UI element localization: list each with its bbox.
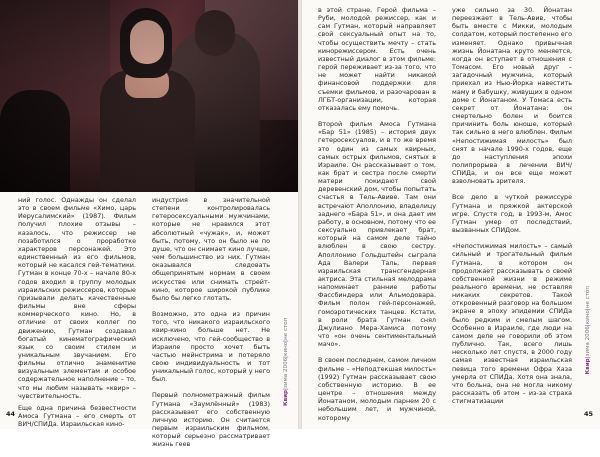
paragraph: индустрия в значительной степени контролировалась гетеросексуальными мужчинами, которые не нравился этот абсолютный «чужак», и, может быть, потому, что он было не по душе, что он снимает кино лучше, чем большинство из них. Гутман оказывался следовать общепринятым нормам в своем искусстве или снимать стрейт-кино, которое широкой публике было бы легко глотать.: [152, 196, 270, 302]
paragraph: Первый полнометражный фильм Гутмана «Заумлённый» (1983) рассказывает его собственную личную историю. Он считается первым израильским фильмом, который серьезно рассматривает жизнь геев: [152, 391, 270, 449]
page-number: 45: [584, 410, 594, 418]
paragraph: Возможно, это одна из причин того, что никакого израильского квир-кино больше нет. Не исключено, что гей-сообщество в Израиле просто хочет быть частью мейнстрима и потеряло свою индивидуальность и тот уникальный голос, который у него был.: [152, 310, 270, 384]
page-number: 44: [6, 410, 16, 418]
left-page: [0, 0, 298, 449]
right-page: [302, 0, 600, 429]
magazine-brand: Квир: [585, 358, 591, 375]
issue-date: зима 2006: [585, 326, 591, 357]
film-still-photo: [0, 0, 298, 192]
paragraph: в этой стране. Герой фильма – Руби, молодой режиссер, как и сам Гутман, который направляет свой сексуальный опыт на то, чтобы осуществить мечту – стать кинорежиссером. Есть очень известный диалог в этом фильме: герой переживает из-за того, что не может найти никакой финансовой поддержки для съемки фильмов, и разочарован в ЛГБТ-организации, которая отказалась ему помочь.: [318, 6, 436, 112]
issue-date: зима 2006: [283, 357, 289, 389]
magazine-brand: Квир: [283, 389, 289, 406]
paragraph: Второй фильм Амоса Гутмана «Бар 51» (1985) – история двух гетеросексуалов, и в то же время это один из самых квирных, самых острых фильмов, снятых в Израиле. Он рассказывает о том, как брат и сестра после смерти матери покидают свой деревенский дом, чтобы попытать счастья в Тель-Авиве. Там они встречают Аполлонию, владелицу заднего «Бара 51», и она дает им работу, в основном, потому что ее сексуально привлекает брат, который на самом деле тайно влюблен в свою сестру. Аполлонию Гольдштейн сыграла Ада Валери Таль, первая израильская трансгендерная актриса. Эта стильная мелодрама напоминает ранние работы Фассбиндера или Альмодовара. Фильм полон гей-персонажей, гомоэротических танцев. Кстати, в роли брата Гутман снял Джулиано Мера-Хамиса потому что «он очень сентиментальный мачо».: [318, 120, 437, 349]
paragraph: «Непостижимая милость» – самый сильный и трогательный фильм Гутмана, в котором он продолжает рассказывать о своей собственной жизни в режиме реального времени, не оставляя никаких секретов. Такой откровенный разговор на большом экране в эпоху эпидемии СПИДа было редким и смелым шагом. Особенно в Израиле, где люди на самом деле не говорили об этом публично. Так, всего лишь несколько лет спустя, в 2000 году самая известная израильская певица того времени Офра Хаза умерла от СПИДа. Хотя она знала, что больна, она не могла никому рассказать об этом – из-за страха стигматизации: [452, 242, 572, 406]
right-column-1: [318, 6, 436, 430]
section-name: кино: [283, 341, 289, 356]
paragraph: Все дело в чуткой режиссуре Гутмана и пряжкой актерской игре. Спустя год, в 1993-м, Амос Гутман умер от последствий, вызванных СПИДом.: [452, 193, 572, 235]
running-header: Квир|зима 2006|кино|не стоп: [283, 317, 289, 406]
right-column-2: [452, 6, 572, 413]
section-extra: не стоп: [283, 317, 289, 340]
paragraph: ний голос. Однажды он сделал это в своем фильме «Химо, царь Иерусалимский» (1987). Фильм получил плохие отзывы – казалось, что режиссер не позаботился о проработке характеров персонажей. Это единственный из его фильмов, который не касался гей-тематики. Гутман в конце 70-х – начале 80-х годов входил в группу молодых израильских режиссеров, которые призывали делать качественные фильмы вне сферы коммерческого кино. Но, в отличие от своих коллег по движению, Гутман создавал богатый кинематографический язык со своим стилем и уникальным звучанием. Его фильмы отлично знаменитие визуальным элементам и особое содержательное наполнение – то, что мы любим называть «квир» – чувствительность.: [18, 196, 136, 400]
paragraph: Еще одна причина безвестности Амоса Гутмана – его смерть от ВИЧ/СПИДа. Израильская кино-: [18, 403, 136, 429]
left-column-1: [18, 196, 136, 436]
paragraph: уже сильно за 30. Йонатан переезжает в Тель-Авив, чтобы быть вместе с Микки, молодым солдатом, который постепенно его изменяет. Однако привычная жизнь Йонатана круто меняется, когда он вступает в отношения с Томасом. Его новый друг – загадочный мужчина, который приехал из Нью-Йорка навестить маму и бабушку, живущих в одном доме с Йонатаном. У Томаса есть секрет от Йонатана: он смертельно болен и боится причинить боль юноше, который так сильно в него влюблен. Фильм «Непостижимая милость» был снят в начале 1990-х годов, еще до наступления эпохи полипрорыва в лечении ВИЧ/СПИДа, и он все еще может взволновать зрителя.: [452, 6, 572, 186]
left-column-2: [152, 196, 270, 457]
section-name: кино: [585, 310, 591, 325]
running-header: Квир|зима 2006|кино|не стоп: [585, 286, 591, 375]
section-extra: не стоп: [585, 286, 591, 309]
paragraph: В своем последнем, самом личном фильме – «Неподтекшая милость» (1992) Гутман рассказывает свою собственную историю. В ее центре – отношения между Йонатаном, молодым парнем 20 с небольшим лет, и мужчиной, которому: [318, 356, 436, 422]
